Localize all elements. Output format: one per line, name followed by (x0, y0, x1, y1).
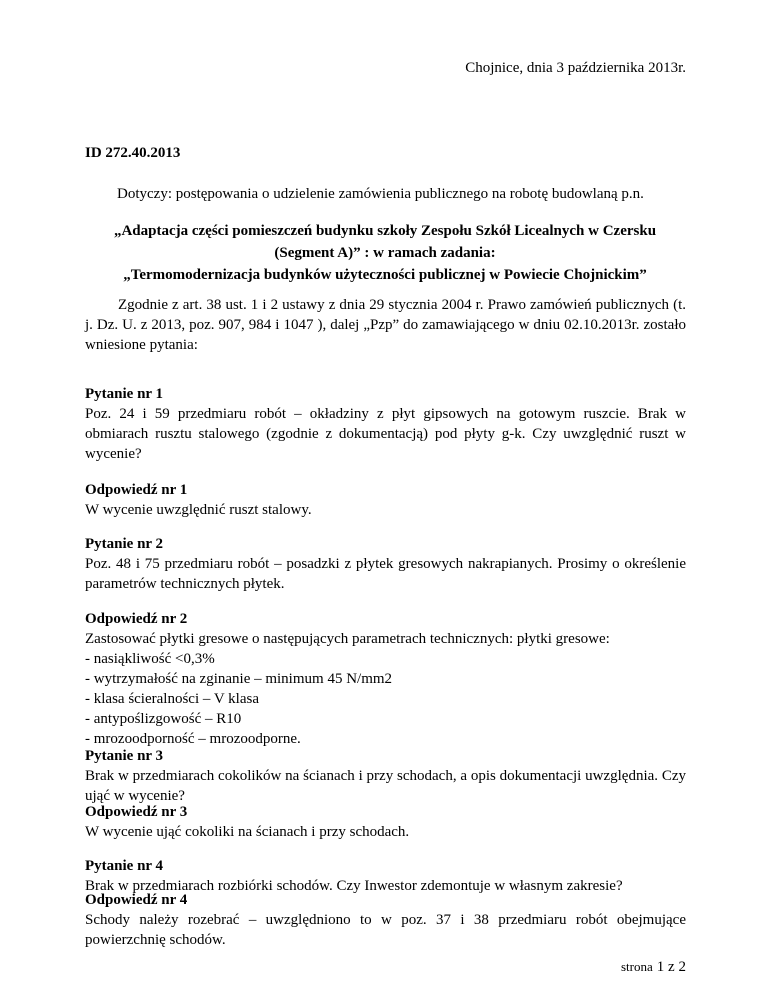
answer-1 (85, 480, 686, 520)
question-heading: Pytanie nr 2 (85, 536, 164, 552)
document-date: Chojnice, dnia 3 października 2013r. (465, 60, 686, 76)
answer-3 (85, 802, 686, 842)
answer-list-item: - antypoślizgowość – R10 (85, 711, 242, 727)
question-3 (85, 746, 686, 806)
document-id: ID 272.40.2013 (85, 145, 181, 161)
page-footer (621, 959, 686, 976)
answer-text: W wycenie uwzględnić ruszt stalowy. (85, 502, 312, 518)
answer-4 (85, 890, 686, 950)
intro-paragraph: Zgodnie z art. 38 ust. 1 i 2 ustawy z dnia 29 stycznia 2004 r. Prawo zamówień publicznych (t. j. Dz. U. z 2013, poz. 907, 984 i 1047 ), dalej „Pzp” do zamawiającego w dniu 02.10.2013r. zostało wniesione pytania: (85, 297, 686, 353)
question-1 (85, 384, 686, 464)
question-text: Poz. 24 i 59 przedmiaru robót – okładziny z płyt gipsowych na gotowym ruszcie. Brak w obmiarach rusztu stalowego (zgodnie z dokumentacją) pod płyty g-k. Czy uwzględnić ruszt w wycenie? (85, 406, 686, 462)
page-number: 1 z 2 (656, 959, 686, 975)
question-heading: Pytanie nr 4 (85, 858, 164, 874)
question-heading: Pytanie nr 1 (85, 386, 164, 402)
contract-title-line: „Adaptacja części pomieszczeń budynku szkoły Zespołu Szkół Licealnych w Czersku (113, 223, 657, 239)
contract-title (85, 220, 685, 286)
answer-list-item: - nasiąkliwość <0,3% (85, 651, 215, 667)
question-text: Brak w przedmiarach cokolików na ścianach i przy schodach, a opis dokumentacji uwzględnia. Czy ująć w wycenie? (85, 768, 686, 804)
regarding-line: Dotyczy: postępowania o udzielenie zamówienia publicznego na robotę budowlaną p.n. (117, 186, 644, 202)
page-label: strona (621, 959, 653, 974)
answer-text: W wycenie ująć cokoliki na ścianach i przy schodach. (85, 824, 410, 840)
answer-2 (85, 609, 686, 749)
answer-text: Zastosować płytki gresowe o następujących parametrach technicznych: płytki gresowe: (85, 631, 610, 647)
question-2 (85, 534, 686, 594)
answer-heading: Odpowiedź nr 3 (85, 804, 188, 820)
question-text: Brak w przedmiarach rozbiórki schodów. Czy Inwestor zdemontuje w własnym zakresie? (85, 878, 623, 894)
question-heading: Pytanie nr 3 (85, 748, 164, 764)
answer-list-item: - klasa ścieralności – V klasa (85, 691, 259, 707)
answer-heading: Odpowiedź nr 2 (85, 611, 188, 627)
contract-title-line: „Termomodernizacja budynków użyteczności publicznej w Powiecie Chojnickim” (123, 267, 647, 283)
contract-title-line: (Segment A)” : w ramach zadania: (274, 245, 496, 261)
answer-heading: Odpowiedź nr 1 (85, 482, 188, 498)
answer-text: Schody należy rozebrać – uwzględniono to w poz. 37 i 38 przedmiaru robót obejmujące powierzchnię schodów. (85, 912, 686, 948)
answer-list-item: - wytrzymałość na zginanie – minimum 45 N/mm2 (85, 671, 393, 687)
answer-heading: Odpowiedź nr 4 (85, 892, 188, 908)
answer-list-item: - mrozoodporność – mrozoodporne. (85, 731, 301, 747)
question-text: Poz. 48 i 75 przedmiaru robót – posadzki z płytek gresowych nakrapianych. Prosimy o określenie parametrów technicznych płytek. (85, 556, 686, 592)
